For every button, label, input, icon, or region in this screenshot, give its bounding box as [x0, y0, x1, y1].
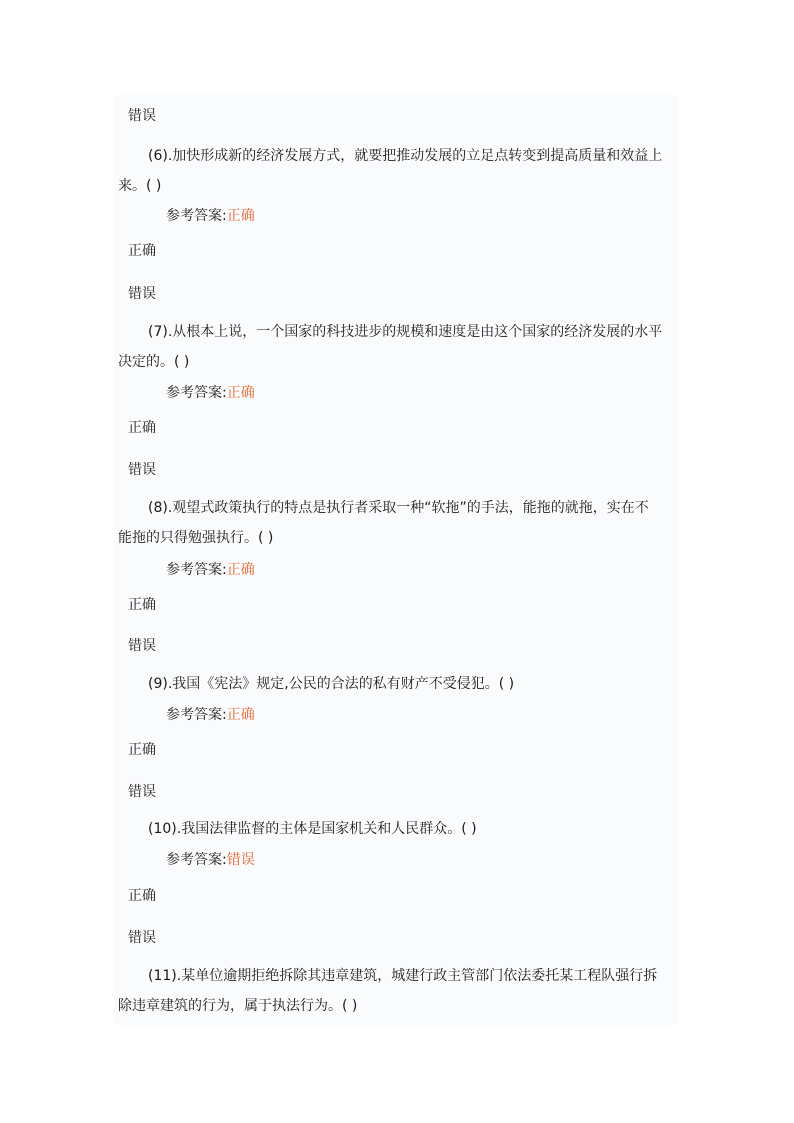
question-8-text-cont: 能拖的只得勉强执行。( ): [118, 530, 274, 546]
question-6-text-cont: 来。( ): [118, 178, 162, 194]
option-correct[interactable]: 正确: [128, 888, 156, 904]
answer-label: 参考答案:: [166, 852, 227, 868]
question-8-text: (8).观望式政策执行的特点是执行者采取一种“软拖”的手法，能拖的就拖，实在不: [148, 500, 649, 516]
reference-answer: [166, 850, 255, 870]
question-number: (11): [148, 968, 177, 984]
question-6-text: (6).加快形成新的经济发展方式，就要把推动发展的立足点转变到提高质量和效益上: [148, 148, 663, 164]
answer-value: 正确: [226, 208, 255, 224]
question-7-text-cont: 决定的。( ): [118, 354, 190, 370]
answer-value: 错误: [226, 852, 255, 868]
question-11-text-cont: 除违章建筑的行为，属于执法行为。( ): [118, 998, 358, 1014]
answer-label: 参考答案:: [166, 562, 227, 578]
option-correct[interactable]: 正确: [128, 420, 156, 436]
question-9-text: (9).我国《宪法》规定,公民的合法的私有财产不受侵犯。( ): [148, 676, 515, 692]
option-correct[interactable]: 正确: [128, 243, 156, 259]
option-correct[interactable]: 正确: [128, 597, 156, 613]
answer-value: 正确: [226, 562, 255, 578]
option-wrong[interactable]: 错误: [128, 286, 156, 302]
question-number: (6): [148, 148, 168, 164]
reference-answer: [166, 383, 255, 403]
question-10-text: (10).我国法律监督的主体是国家机关和人民群众。( ): [148, 821, 477, 837]
answer-label: 参考答案:: [166, 385, 227, 401]
question-number: (8): [148, 500, 168, 516]
option-wrong[interactable]: 错误: [128, 784, 156, 800]
reference-answer: [166, 705, 255, 725]
reference-answer: [166, 560, 255, 580]
question-number: (10): [148, 821, 177, 837]
option-wrong[interactable]: 错误: [128, 462, 156, 478]
answer-value: 正确: [226, 707, 255, 723]
answer-label: 参考答案:: [166, 707, 227, 723]
question-7-text: (7).从根本上说，一个国家的科技进步的规模和速度是由这个国家的经济发展的水平: [148, 324, 663, 340]
reference-answer: [166, 206, 255, 226]
question-11-text: (11).某单位逾期拒绝拆除其违章建筑，城建行政主管部门依法委托某工程队强行拆: [148, 968, 658, 984]
option-wrong[interactable]: 错误: [128, 638, 156, 654]
option-wrong[interactable]: 错误: [128, 930, 156, 946]
answer-label: 参考答案:: [166, 208, 227, 224]
option-wrong[interactable]: 错误: [128, 108, 156, 124]
question-number: (7): [148, 324, 168, 340]
answer-value: 正确: [226, 385, 255, 401]
question-number: (9): [148, 676, 168, 692]
option-correct[interactable]: 正确: [128, 742, 156, 758]
